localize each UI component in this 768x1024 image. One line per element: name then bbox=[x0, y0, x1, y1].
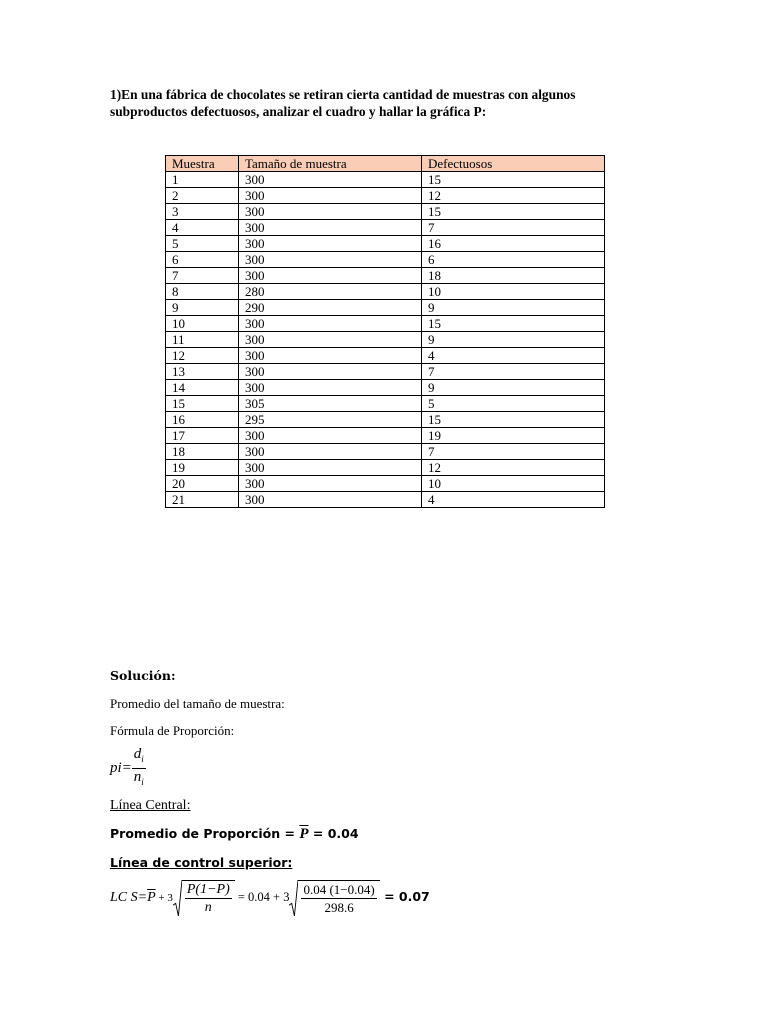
lcs-plus3: + 3 bbox=[155, 892, 173, 905]
pi-formula bbox=[110, 746, 146, 791]
table-row bbox=[166, 332, 605, 348]
cell-tamano: 280 bbox=[239, 284, 422, 300]
table-row bbox=[166, 476, 605, 492]
problem-line-2: subproductos defectuosos, analizar el cuadro y hallar la gráfica P: bbox=[110, 104, 487, 119]
cell-muestra: 8 bbox=[166, 284, 239, 300]
cell-defectuosos: 19 bbox=[422, 428, 605, 444]
pi-den-sub: i bbox=[141, 777, 144, 787]
avg-sample-label: Promedio del tamaño de muestra: bbox=[110, 696, 285, 711]
lcs-num: P(1−P) bbox=[186, 882, 230, 897]
cell-muestra: 4 bbox=[166, 220, 239, 236]
cell-tamano: 300 bbox=[239, 332, 422, 348]
sqrt-2 bbox=[289, 880, 379, 916]
cell-muestra: 1 bbox=[166, 172, 239, 188]
cell-defectuosos: 15 bbox=[422, 412, 605, 428]
central-line-title: Línea Central: bbox=[110, 798, 191, 813]
pi-num-sub: i bbox=[141, 754, 144, 764]
problem-statement bbox=[110, 86, 630, 120]
cell-tamano: 300 bbox=[239, 204, 422, 220]
cell-tamano: 305 bbox=[239, 396, 422, 412]
lcs-fraction-1 bbox=[185, 881, 232, 916]
sqrt-1 bbox=[173, 880, 235, 916]
cell-muestra: 10 bbox=[166, 316, 239, 332]
formula-label: Fórmula de Proporción: bbox=[110, 723, 235, 738]
header-muestra: Muestra bbox=[166, 156, 239, 172]
table-row bbox=[166, 300, 605, 316]
lcs-formula bbox=[110, 880, 430, 916]
cell-muestra: 7 bbox=[166, 268, 239, 284]
lcs-den: n bbox=[204, 900, 212, 915]
cell-defectuosos: 10 bbox=[422, 284, 605, 300]
cell-defectuosos: 12 bbox=[422, 188, 605, 204]
cell-tamano: 300 bbox=[239, 380, 422, 396]
radical-icon bbox=[173, 880, 182, 916]
cell-muestra: 2 bbox=[166, 188, 239, 204]
lcs-num2: 0.04 (1−0.04) bbox=[303, 882, 375, 897]
pi-fraction bbox=[132, 746, 146, 791]
cell-defectuosos: 6 bbox=[422, 252, 605, 268]
cell-tamano: 300 bbox=[239, 316, 422, 332]
header-tamano: Tamaño de muestra bbox=[239, 156, 422, 172]
table-row bbox=[166, 204, 605, 220]
cell-defectuosos: 7 bbox=[422, 220, 605, 236]
cell-muestra: 12 bbox=[166, 348, 239, 364]
samples-table bbox=[165, 155, 605, 508]
cell-tamano: 300 bbox=[239, 444, 422, 460]
cell-defectuosos: 16 bbox=[422, 236, 605, 252]
cell-muestra: 16 bbox=[166, 412, 239, 428]
cell-defectuosos: 9 bbox=[422, 380, 605, 396]
lcs-mid: = 0.04 + 3 bbox=[234, 890, 290, 905]
p-bar-symbol: $\overline{P}$ bbox=[299, 826, 309, 842]
avg-prop-prefix: Promedio de Proporción = bbox=[110, 826, 300, 841]
cell-defectuosos: 5 bbox=[422, 396, 605, 412]
cell-muestra: 14 bbox=[166, 380, 239, 396]
table-row bbox=[166, 236, 605, 252]
pi-denominator: n bbox=[133, 769, 142, 785]
cell-tamano: 300 bbox=[239, 220, 422, 236]
table-header-row bbox=[166, 156, 605, 172]
lcs-fraction-2 bbox=[301, 881, 376, 916]
problem-line-1: 1)En una fábrica de chocolates se retiran cierta cantidad de muestras con algunos bbox=[110, 87, 576, 102]
cell-tamano: 300 bbox=[239, 364, 422, 380]
cell-tamano: 300 bbox=[239, 252, 422, 268]
cell-defectuosos: 9 bbox=[422, 332, 605, 348]
cell-defectuosos: 12 bbox=[422, 460, 605, 476]
cell-muestra: 6 bbox=[166, 252, 239, 268]
cell-tamano: 295 bbox=[239, 412, 422, 428]
cell-muestra: 21 bbox=[166, 492, 239, 508]
cell-defectuosos: 15 bbox=[422, 172, 605, 188]
cell-muestra: 17 bbox=[166, 428, 239, 444]
cell-muestra: 19 bbox=[166, 460, 239, 476]
cell-muestra: 9 bbox=[166, 300, 239, 316]
cell-defectuosos: 9 bbox=[422, 300, 605, 316]
cell-muestra: 3 bbox=[166, 204, 239, 220]
cell-tamano: 300 bbox=[239, 492, 422, 508]
lcs-pbar: $\overline{P}$ bbox=[147, 890, 156, 906]
cell-tamano: 300 bbox=[239, 268, 422, 284]
table-row bbox=[166, 444, 605, 460]
table-row bbox=[166, 284, 605, 300]
table-row bbox=[166, 252, 605, 268]
table-row bbox=[166, 380, 605, 396]
cell-muestra: 13 bbox=[166, 364, 239, 380]
cell-muestra: 18 bbox=[166, 444, 239, 460]
cell-defectuosos: 15 bbox=[422, 204, 605, 220]
cell-muestra: 11 bbox=[166, 332, 239, 348]
cell-muestra: 20 bbox=[166, 476, 239, 492]
cell-tamano: 290 bbox=[239, 300, 422, 316]
cell-defectuosos: 7 bbox=[422, 444, 605, 460]
table-row bbox=[166, 172, 605, 188]
table-row bbox=[166, 364, 605, 380]
table-row bbox=[166, 428, 605, 444]
pi-lhs: pi= bbox=[110, 759, 132, 776]
cell-defectuosos: 4 bbox=[422, 492, 605, 508]
cell-defectuosos: 15 bbox=[422, 316, 605, 332]
cell-defectuosos: 4 bbox=[422, 348, 605, 364]
table-row bbox=[166, 188, 605, 204]
avg-proportion-line bbox=[110, 826, 359, 843]
table-row bbox=[166, 316, 605, 332]
lcs-result: = 0.07 bbox=[379, 889, 430, 905]
table-row bbox=[166, 492, 605, 508]
cell-tamano: 300 bbox=[239, 188, 422, 204]
header-defectuosos: Defectuosos bbox=[422, 156, 605, 172]
cell-muestra: 5 bbox=[166, 236, 239, 252]
solution-title: Solución: bbox=[110, 668, 176, 683]
cell-defectuosos: 7 bbox=[422, 364, 605, 380]
table-row bbox=[166, 412, 605, 428]
lcs-den2: 298.6 bbox=[324, 900, 354, 915]
table-row bbox=[166, 268, 605, 284]
cell-defectuosos: 18 bbox=[422, 268, 605, 284]
pi-numerator: d bbox=[133, 746, 142, 762]
cell-tamano: 300 bbox=[239, 476, 422, 492]
cell-tamano: 300 bbox=[239, 348, 422, 364]
avg-prop-value: = 0.04 bbox=[308, 826, 359, 841]
table-row bbox=[166, 396, 605, 412]
cell-tamano: 300 bbox=[239, 428, 422, 444]
upper-control-title: Línea de control superior: bbox=[110, 855, 293, 870]
table-row bbox=[166, 220, 605, 236]
cell-tamano: 300 bbox=[239, 172, 422, 188]
cell-muestra: 15 bbox=[166, 396, 239, 412]
lcs-lhs: LC S= bbox=[110, 890, 148, 906]
cell-tamano: 300 bbox=[239, 236, 422, 252]
cell-defectuosos: 10 bbox=[422, 476, 605, 492]
cell-tamano: 300 bbox=[239, 460, 422, 476]
table-row bbox=[166, 460, 605, 476]
table-row bbox=[166, 348, 605, 364]
radical-icon bbox=[289, 880, 298, 916]
